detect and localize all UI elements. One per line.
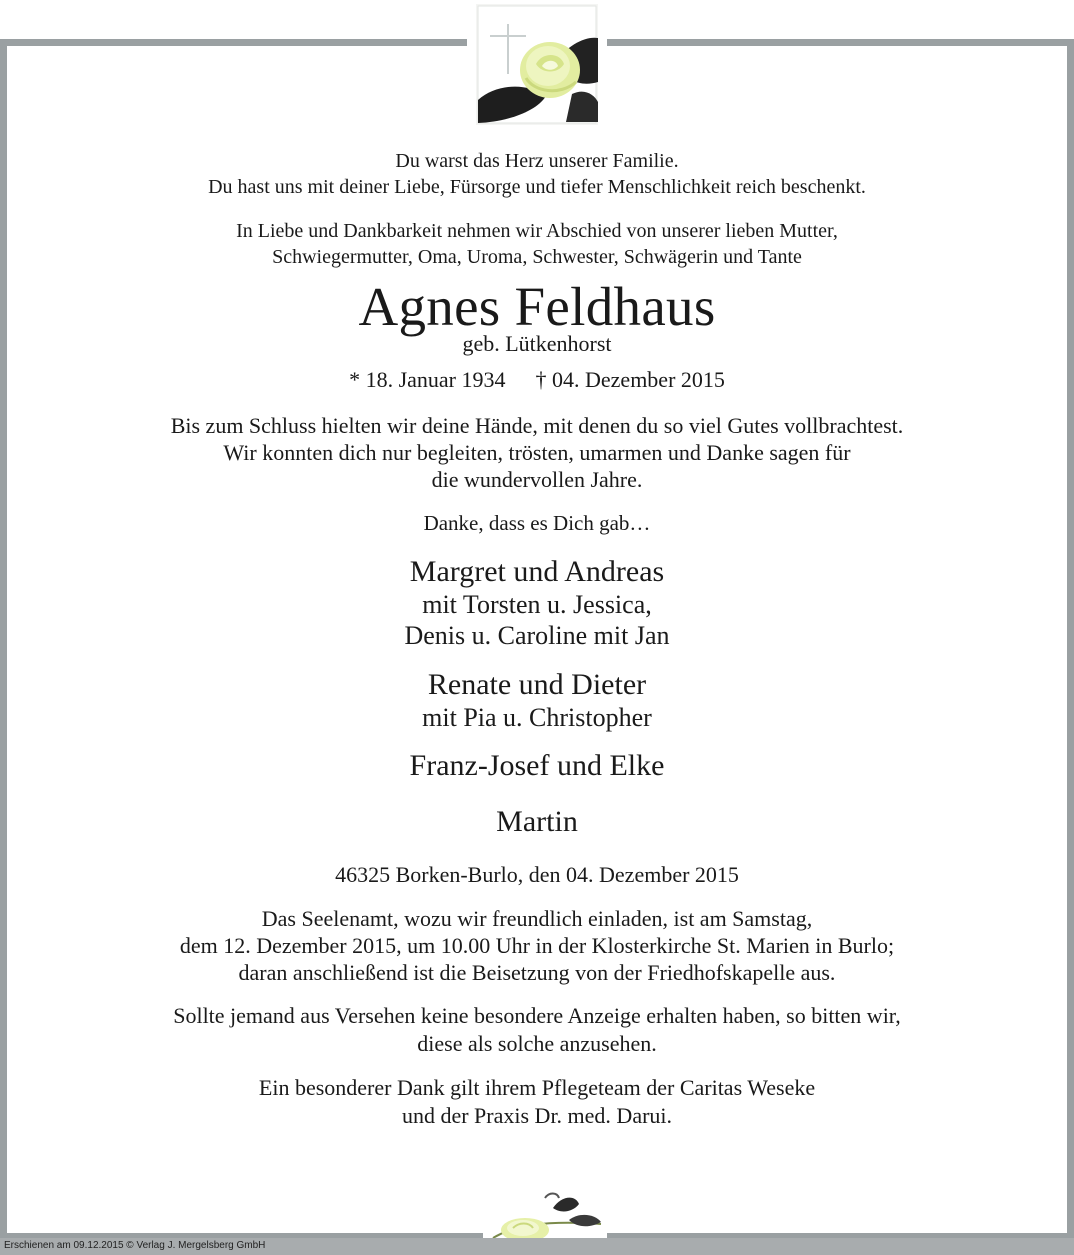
farewell-block <box>40 218 1034 270</box>
life-dates <box>40 366 1034 394</box>
family-group <box>40 749 1034 783</box>
service-line: daran anschließend ist die Beisetzung von der Friedhofskapelle aus. <box>238 960 836 985</box>
family-sub: mit Pia u. Christopher <box>422 703 652 732</box>
frame-top-left <box>0 39 467 46</box>
place-date: 46325 Borken-Burlo, den 04. Dezember 2015 <box>335 862 739 887</box>
notice-line: Sollte jemand aus Versehen keine besondere Anzeige erhalten haben, so bitten wir, <box>173 1003 901 1028</box>
intro-block <box>40 148 1034 200</box>
tribute-block <box>40 412 1034 493</box>
publication-footer: Erschienen am 09.12.2015 © Verlag J. Mergelsberg GmbH <box>4 1240 266 1251</box>
thanks-line: Danke, dass es Dich gab… <box>423 511 651 535</box>
frame-top-right <box>607 39 1074 46</box>
rose-cross-icon <box>476 4 598 125</box>
notice-line: diese als solche anzusehen. <box>417 1031 657 1056</box>
birth-name: geb. Lütkenhorst <box>462 331 612 356</box>
family-main: Martin <box>496 805 578 838</box>
service-block <box>40 905 1034 986</box>
frame-left <box>0 39 7 1255</box>
frame-right <box>1067 39 1074 1255</box>
family-main: Franz-Josef und Elke <box>409 749 665 782</box>
family-main: Margret und Andreas <box>409 555 665 588</box>
family-main: Renate und Dieter <box>427 668 647 701</box>
intro-line: Du warst das Herz unserer Familie. <box>395 150 679 172</box>
intro-line: Du hast uns mit deiner Liebe, Fürsorge und tiefer Menschlichkeit reich beschenkt. <box>208 176 866 198</box>
family-sub: mit Torsten u. Jessica, <box>422 590 652 619</box>
deceased-name: Agnes Feldhaus <box>358 276 716 337</box>
service-line: Das Seelenamt, wozu wir freundlich einladen, ist am Samstag, <box>261 906 813 931</box>
birth-date: * 18. Januar 1934 <box>349 367 506 392</box>
gratitude-line: und der Praxis Dr. med. Darui. <box>401 1103 673 1128</box>
family-group <box>40 555 1034 651</box>
farewell-line: Schwiegermutter, Oma, Uroma, Schwester, Schwägerin und Tante <box>272 246 802 268</box>
death-date: † 04. Dezember 2015 <box>535 367 725 392</box>
service-line: dem 12. Dezember 2015, um 10.00 Uhr in der Klosterkirche St. Marien in Burlo; <box>179 933 895 958</box>
notice-block <box>40 1002 1034 1058</box>
gratitude-block <box>40 1074 1034 1130</box>
family-group <box>40 805 1034 839</box>
family-sub: Denis u. Caroline mit Jan <box>404 621 670 650</box>
obituary-content <box>40 148 1034 1130</box>
tribute-line: Wir konnten dich nur begleiten, trösten, umarmen und Danke sagen für <box>223 440 851 465</box>
farewell-line: In Liebe und Dankbarkeit nehmen wir Abschied von unserer lieben Mutter, <box>236 220 838 242</box>
tribute-line: Bis zum Schluss hielten wir deine Hände, mit denen du so viel Gutes vollbrachtest. <box>170 413 904 438</box>
gratitude-line: Ein besonderer Dank gilt ihrem Pflegeteam der Caritas Weseke <box>258 1075 816 1100</box>
tribute-line: die wundervollen Jahre. <box>431 467 643 492</box>
rose-branch-icon <box>483 1190 607 1238</box>
family-group <box>40 668 1034 733</box>
